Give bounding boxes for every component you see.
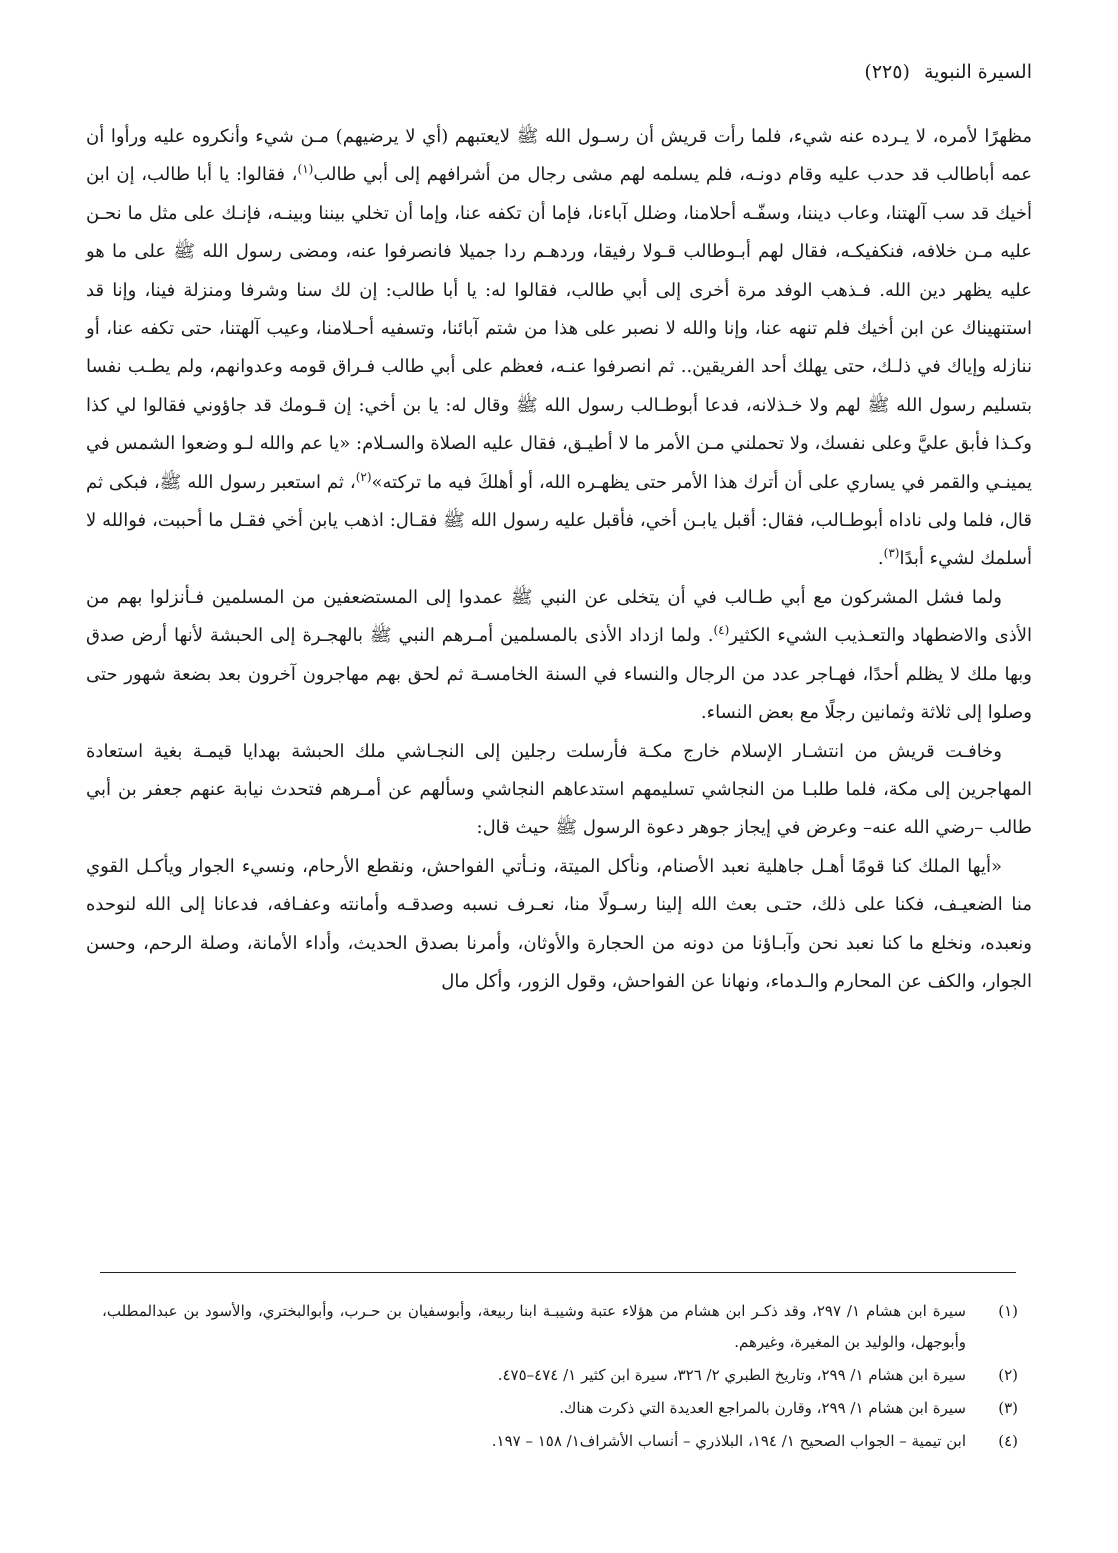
- paragraph: ولما فشل المشركون مع أبي طـالب في أن يتخلى عن النبي ﷺ عمدوا إلى المستضعفين من المسلمين فـأنزلوا بهم من الأذى والاضطهاد والتعـذيب الشيء الكثير$^{(٤)}$. ولما ازداد الأذى بالمسلمين أمـرهم النبي ﷺ بالهجـرة إلى الحبشة لأنها أرض صدق وبها ملك لا يظلم أحدًا، فهـاجر عدد من الرجال والنساء في السنة الخامسـة ثم لحق بهم مهاجرون آخرون بعد بضعة شهور حتى وصلوا إلى ثلاثة وثمانين رجلًا مع بعض النساء.: [86, 586, 1032, 724]
- running-header: [864, 58, 1032, 86]
- book-title: السيرة النبوية: [923, 61, 1032, 83]
- footnote-number: (٤): [998, 1432, 1018, 1450]
- footnote-divider: [100, 1272, 1016, 1273]
- paragraph: وخافـت قريش من انتشـار الإسلام خارج مكـة فأرسلت رجلين إلى النجـاشي ملك الحبشة بهدايا قيمـة بغية استعادة المهاجرين إلى مكة، فلما طلبـا من النجاشي تسليمهم استدعاهم النجاشي وسألهم عن أمـرهم فتحدث نيابة عنهم جعفر بن أبي طالب –رضي الله عنه– وعرض في إيجاز جوهر دعوة الرسول ﷺ حيث قال:: [86, 740, 1032, 839]
- footnote-text: سيرة ابن هشام ١/ ٢٩٩، وتاريخ الطبري ٢/ ٣٢٦، سيرة ابن كثير ١/ ٤٧٤–٤٧٥.: [497, 1366, 966, 1384]
- main-text: [86, 118, 1032, 1001]
- footnote-text: سيرة ابن هشام ١/ ٢٩٧، وقد ذكـر ابن هشام من هؤلاء عتبة وشيبـة ابنا ربيعة، وأبوسفيان بن حـرب، وأبوالبختري، والأسود بن عبدالمطلب، وأبوجهل، والوليد بن المغيرة، وغيرهم.: [102, 1302, 966, 1351]
- footnote-reference[interactable]: (٣): [883, 546, 900, 561]
- footnote-reference[interactable]: (٢): [355, 469, 372, 484]
- footnote-number: (١): [998, 1302, 1018, 1320]
- page-number: (٢٢٥): [864, 61, 910, 83]
- footnote-text: سيرة ابن هشام ١/ ٢٩٩، وقارن بالمراجع العديدة التي ذكرت هناك.: [559, 1399, 966, 1417]
- footnote: [102, 1426, 1018, 1457]
- footnote-text: ابن تيمية – الجواب الصحيح ١/ ١٩٤، البلاذري – أنساب الأشراف١/ ١٥٨ – ١٩٧.: [491, 1432, 966, 1450]
- footnote: [102, 1393, 1018, 1424]
- footnote-number: (٣): [998, 1399, 1018, 1417]
- footnote-number: (٢): [998, 1366, 1018, 1384]
- footnote-reference[interactable]: (١): [297, 162, 314, 177]
- footnote: [102, 1360, 1018, 1391]
- footnote-reference[interactable]: (٤): [713, 623, 730, 638]
- footnotes: [102, 1296, 1018, 1459]
- paragraph: مظهرًا لأمره، لا يـرده عنه شيء، فلما رأت قريش أن رسـول الله ﷺ لايعتبهم (أي لا يرضيهم) مـن شيء وأنكروه عليه ورأوا أن عمه أباطالب قد حدب عليه وقام دونـه، فلم يسلمه لهم مشى رجال من أشرافهم إلى أبي طالب$^{(١)}$، فقالوا: يا أبا طالب، إن ابن أخيك قد سب آلهتنا، وعاب ديننا، وسفّـه أحلامنا، وضلل آباءنا، فإما أن تكفه عنا، وإما أن تخلي بيننا وبينـه، فإنـك على مثل ما نحـن عليه مـن خلافه، فنكفيكـه، فقال لهم أبـوطالب قـولا رفيقا، وردهـم ردا جميلا فانصرفوا عنه، ومضى رسول الله ﷺ على ما هو عليه يظهر دين الله. فـذهب الوفد مرة أخرى إلى أبي طالب، فقالوا له: يا أبا طالب: إن لك سنا وشرفا ومنزلة فينا، وإنا قد استنهيناك عن ابن أخيك فلم تنهه عنا، وإنا والله لا نصبر على هذا من شتم آبائنا، وتسفيه أحـلامنا، وعيب آلهتنا، حتى تكفه عنا، أو ننازله وإياك في ذلـك، حتى يهلك أحد الفريقين.. ثم انصرفوا عنـه، فعظم على أبي طالب فـراق قومه وعدوانهم، ولم يطـب نفسا بتسليم رسول الله ﷺ لهم ولا خـذلانه، فدعا أبوطـالب رسول الله ﷺ وقال له: يا بن أخي: إن قـومك قد جاؤوني فقالوا لي كذا وكـذا فأبق عليَّ وعلى نفسك، ولا تحملني مـن الأمر ما لا أطيـق، فقال عليه الصلاة والسـلام: «يا عم والله لـو وضعوا الشمس في يمينـي والقمر في يساري على أن أترك هذا الأمر حتى يظهـره الله، أو أهلكَ فيه ما تركته»$^{(٢)}$، ثم استعبر رسول الله ﷺ، فبكى ثم قال، فلما ولى ناداه أبوطـالب، فقال: أقبل يابـن أخي، فأقبل عليه رسول الله ﷺ فقـال: اذهب يابن أخي فقـل ما أحببت، فوالله لا أسلمك لشيء أبدًا$^{(٣)}$.: [86, 126, 1032, 570]
- footnote: [102, 1296, 1018, 1358]
- paragraph: «أيها الملك كنا قومًا أهـل جاهلية نعبد الأصنام، ونأكل الميتة، ونـأتي الفواحش، ونقطع الأرحام، ونسيء الجوار ويأكـل القوي منا الضعيـف، فكنا على ذلك، حتـى بعث الله إلينا رسـولًا منا، نعـرف نسبه وصدقـه وأمانته وعفـافه، فدعانا إلى الله لنوحده ونعبده، ونخلع ما كنا نعبد نحن وآبـاؤنا من دونه من الحجارة والأوثان، وأمرنا بصدق الحديث، وأداء الأمانة، وصلة الرحم، وحسن الجوار، والكف عن المحارم والـدماء، ونهانا عن الفواحش، وقول الزور، وأكل مال: [86, 855, 1032, 992]
